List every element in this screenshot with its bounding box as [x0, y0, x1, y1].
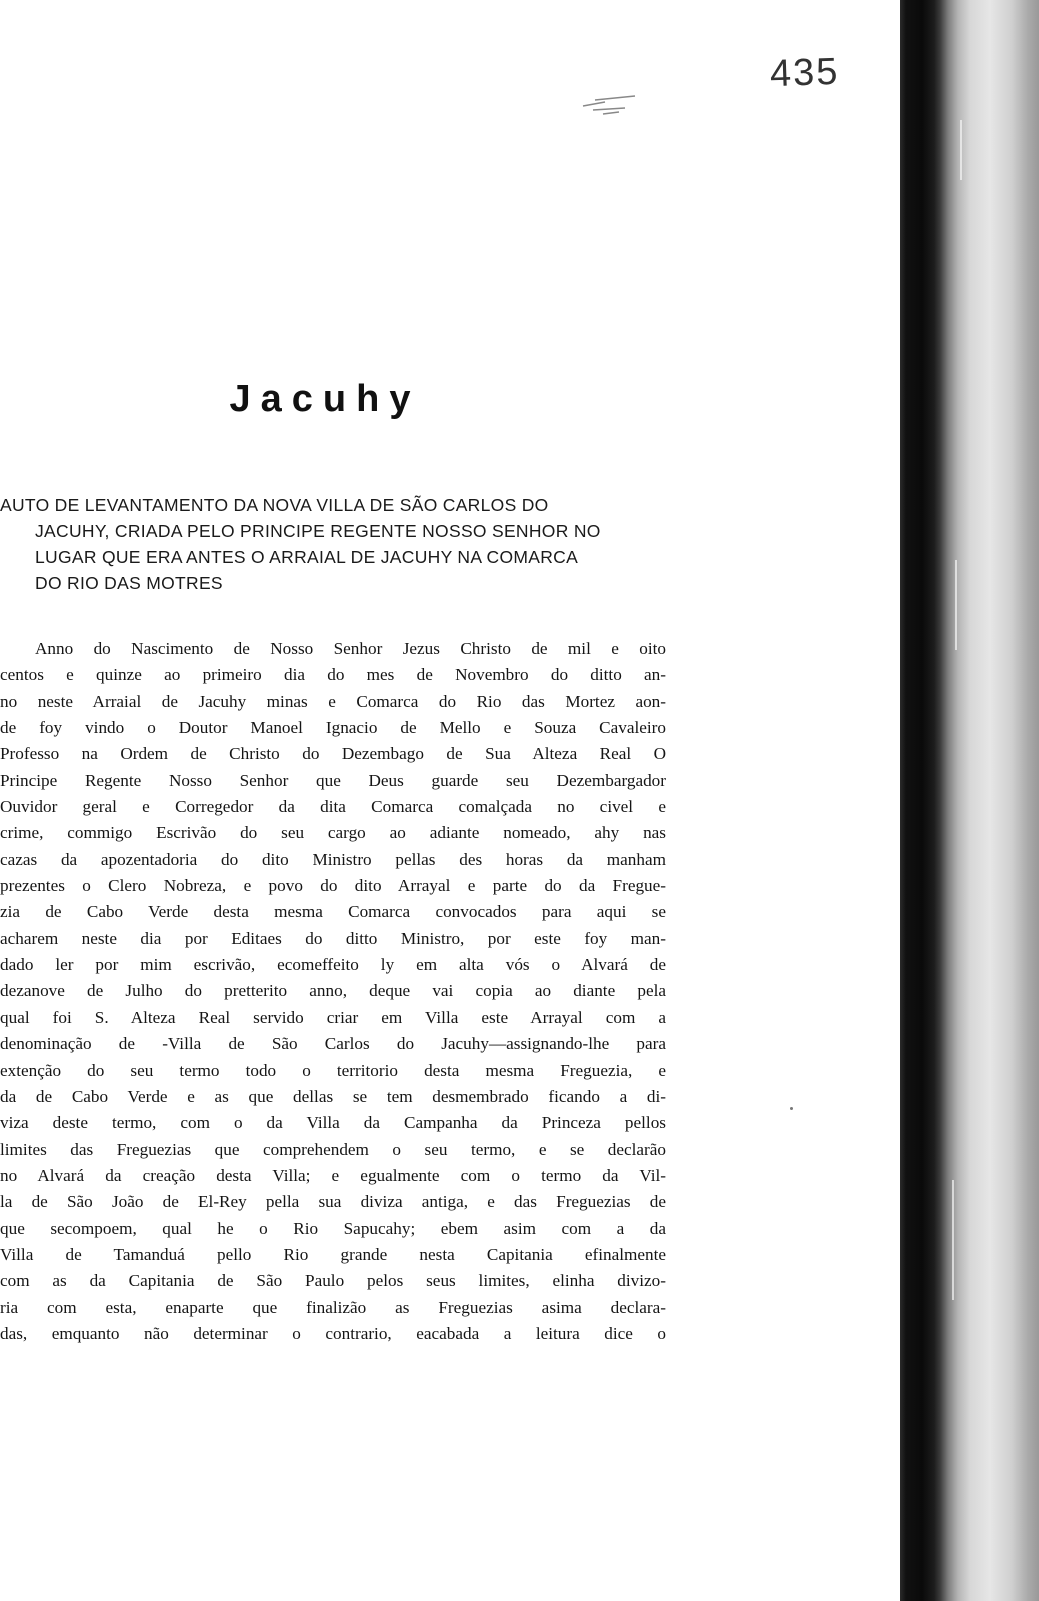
body-line: que secompoem, qual he o Rio Sapucahy; ebem asim com a da: [0, 1218, 666, 1238]
page-title: Jacuhy: [229, 378, 421, 420]
body-line: de foy vindo o Doutor Manoel Ignacio de Mello e Souza Cavaleiro: [0, 718, 666, 738]
spine-highlight: [960, 120, 962, 180]
body-line: prezentes o Clero Nobreza, e povo do dito Arrayal e parte do da Fregue-: [0, 876, 666, 896]
body-line: cazas da apozentadoria do dito Ministro pellas des horas da manham: [0, 849, 666, 869]
body-line: acharem neste dia por Editaes do ditto Ministro, por este foy man-: [0, 928, 666, 948]
spine-highlight: [952, 1180, 954, 1300]
body-line: la de São João de El-Rey pella sua diviza antiga, e das Freguezias de: [0, 1192, 666, 1212]
document-heading: [0, 492, 660, 596]
body-line: limites das Freguezias que comprehendem o seu termo, e se declarão: [0, 1139, 666, 1159]
body-line: Principe Regente Nosso Senhor que Deus guarde seu Dezembargador: [0, 770, 666, 790]
ink-mark: [575, 88, 645, 118]
body-line: Villa de Tamanduá pello Rio grande nesta Capitania efinalmente: [0, 1244, 666, 1264]
body-paragraph: [0, 636, 666, 1347]
heading-line: LUGAR QUE ERA ANTES O ARRAIAL DE JACUHY NA COMARCA: [35, 547, 579, 567]
heading-line: JACUHY, CRIADA PELO PRINCIPE REGENTE NOSSO SENHOR NO: [35, 521, 601, 541]
speck: [790, 1107, 793, 1110]
page-number: 435: [769, 50, 841, 96]
body-line: denominação de -Villa de São Carlos do Jacuhy—assignando-lhe para: [0, 1034, 666, 1054]
body-line: da de Cabo Verde e as que dellas se tem desmembrado ficando a di-: [0, 1086, 666, 1106]
body-line: dado ler por mim escrivão, ecomeffeito ly em alta vós o Alvará de: [0, 955, 666, 975]
body-line: extenção do seu termo todo o territorio desta mesma Freguezia, e: [0, 1060, 666, 1080]
heading-line: AUTO DE LEVANTAMENTO DA NOVA VILLA DE SÃO CARLOS DO: [0, 495, 549, 515]
body-line: zia de Cabo Verde desta mesma Comarca convocados para aqui se: [0, 902, 666, 922]
spine-highlight: [955, 560, 957, 650]
body-line: viza deste termo, com o da Villa da Campanha da Princeza pellos: [0, 1113, 666, 1133]
body-line: com as da Capitania de São Paulo pelos seus limites, elinha divizo-: [0, 1271, 666, 1291]
body-line: no neste Arraial de Jacuhy minas e Comarca do Rio das Mortez aon-: [0, 691, 666, 711]
body-line: crime, commigo Escrivão do seu cargo ao adiante nomeado, ahy nas: [0, 823, 666, 843]
heading-line: DO RIO DAS MOTRES: [35, 573, 223, 593]
body-line: das, emquanto não determinar o contrario, eacabada a leitura dice o: [0, 1323, 666, 1343]
body-line: centos e quinze ao primeiro dia do mes de Novembro do ditto an-: [0, 665, 666, 685]
body-line: Anno do Nascimento de Nosso Senhor Jezus Christo de mil e oito: [35, 639, 666, 658]
body-line: qual foi S. Alteza Real servido criar em Villa este Arrayal com a: [0, 1007, 666, 1027]
book-spine-shadow: [900, 0, 1039, 1601]
body-line: no Alvará da creação desta Villa; e egualmente com o termo da Vil-: [0, 1165, 666, 1185]
body-line: Professo na Ordem de Christo do Dezembago de Sua Alteza Real O: [0, 744, 666, 764]
body-line: ria com esta, enaparte que finalizão as Freguezias asima declara-: [0, 1297, 666, 1317]
body-line: Ouvidor geral e Corregedor da dita Comarca comalçada no civel e: [0, 797, 666, 817]
body-line: dezanove de Julho do pretterito anno, deque vai copia ao diante pela: [0, 981, 666, 1001]
